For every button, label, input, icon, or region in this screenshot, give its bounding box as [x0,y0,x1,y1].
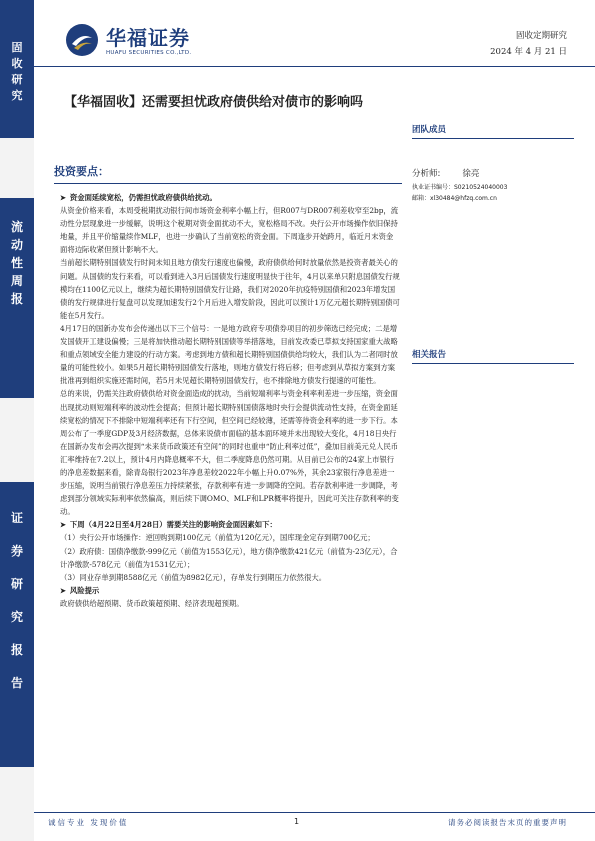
footer-disclaimer: 请务必阅读报告末页的重要声明 [448,818,567,827]
related-reports-heading: 相关报告 [412,348,574,364]
section-bullet: ➤ 资金面延续宽松，仍需担忧政府债供给扰动。 [60,191,400,204]
sidebar-char: 报 [10,643,23,657]
sidebar-block-top [0,0,34,138]
logo-icon [66,24,98,56]
body-paragraph: （1）央行公开市场操作：逆回购到期100亿元（前值为120亿元），国库现金定存到期700亿元； [60,533,375,543]
analyst-label: 分析师: [412,169,441,179]
sidebar-block-mid [0,198,34,398]
sidebar-char: 研 [11,73,23,86]
sidebar-char: 券 [10,544,23,558]
analyst-name: 徐亮 [462,169,480,179]
analyst-cert: 执业证书编号：S0210524040003 [412,184,508,191]
report-title: 【华福固收】还需要担忧政府债供给对债市的影响吗 [64,95,364,110]
logo-subtext: HUAFU SECURITIES CO.,LTD. [106,50,192,56]
page-number: 1 [294,817,300,826]
body-paragraph: 4月17日的国新办发布会传递出以下三个信号：一是地方政府专项债券项目的初步筛选已经完成；二是增发国债开工建设偏慢；三是将加快推动超长期特别国债等举措落地，目前发改委已草拟支持国家重大战略和重点领域安全能力建设的行动方案。考虑到地方债和超长期特别国债供给均较大，我们认为二者同时放量的可能性较小。如果5月超长期特别国债发行落地，则地方债发行将后移；但考虑到从草拟方案到方案批准再到组织实施还需时间，若5月未见超长期特别国债发行，也不排除地方债发行提速的可能性。 [60,323,398,386]
sidebar-char: 流 [10,220,23,234]
key-points-heading: 投资要点： [54,163,402,184]
sidebar-char: 性 [10,256,23,270]
sidebar-char: 报 [10,292,23,306]
sidebar-char: 究 [11,89,23,102]
sidebar-block-bottom [0,482,34,767]
report-body [60,191,400,610]
analyst-email[interactable]: 邮箱：xl30484@hfzq.com.cn [412,195,497,202]
sidebar-char: 收 [11,57,23,70]
related-reports-section [412,348,574,364]
sidebar [0,0,34,841]
sidebar-char: 周 [10,274,23,288]
body-paragraph: 政府债供给超预期、货币政策超预期、经济表现超预期。 [60,598,244,608]
body-paragraph: （2）政府债：国债净缴款-999亿元（前值为1553亿元），地方债净缴款421亿元（前值为-23亿元），合计净缴款-578亿元（前值为1531亿元）； [60,546,398,569]
report-header [490,28,567,60]
team-heading: 团队成员 [412,123,574,139]
report-category: 固收定期研究 [515,31,567,41]
body-paragraph: 从资金价格来看，本周受税期扰动银行间市场资金利率小幅上行，但R007与DR007利差收窄至2bp，流动性分层现象进一步缓解，说明这个税期对资金面扰动不大，宽松格局不改。央行公开市场操作依旧保持地量，并且平价缩量续作MLF，也进一步确认了当前宽松的资金面。下周逢步开始跨月，临近月末资金面将边际收紧但预计影响不大。 [60,206,399,255]
footer-divider [34,812,595,813]
body-paragraph: （3）同业存单到期8588亿元（前值为8982亿元），存单发行到期压力依然很大。 [60,572,327,582]
sidebar-char: 究 [10,610,23,624]
analyst-name-row [412,167,574,181]
section-bullet: ➤ 下周（4月22日至4月28日）需要关注的影响资金面因素如下： [60,518,400,531]
sidebar-char: 证 [10,511,23,525]
section-bullet: ➤ 风险提示 [60,584,400,597]
team-section [412,123,574,139]
analyst-info [412,167,574,204]
logo-text: 华福证券 [106,26,190,50]
sidebar-char: 动 [10,238,23,252]
sidebar-char: 研 [10,577,23,591]
footer-slogan: 诚信专业 发现价值 [48,818,129,827]
sidebar-char: 固 [11,41,23,54]
header-divider [34,66,595,67]
body-paragraph: 当前超长期特别国债发行时间未知且地方债发行速度也偏慢，政府债供给何时放量依然是投资者最关心的问题。从国债的发行来看，可以看到进入3月后国债发行速度明显快于往年，4月以来单只附息国债发行规模均在1100亿元以上，继续为超长期特别国债发行让路，我们对2020年抗疫特别国债和2023年增发国债的发行规律进行复盘可以发现加速发行2个月后进入增发阶段，因此可以预计1万亿元超长期特别国债可能在5月发行。 [60,258,400,320]
company-logo [66,22,216,64]
sidebar-char: 告 [10,676,23,690]
body-paragraph: 总的来说，仍需关注政府债供给对资金面造成的扰动，当前短端利率与资金利率利差进一步压缩，资金面出现扰动则短端利率的波动性会提高；但预计超长期特别国债落地时央行会提供流动性支持，在资金面延续宽松的情况下不排除中短端利率还有下行空间，但空间已经较薄，还需等待资金利率的进一步下行。本周公布了一季度GDP及3月经济数据，总体来说债市面临的基本面环境并未出现较大变化，4月18日央行在国新办发布会再次提到“未来货币政策还有空间”的同时也重申“防止利率过低”，叠加目前美元兑人民币汇率维持在7.2以上，预计4月内降息概率不大，但二季度降息仍然可期。从目前已公布的24家上市银行的净息差数据来看，除青岛银行2023年净息差较2022年小幅上升0.07%外，其余23家银行净息差进一步压缩，说明当前银行净息差压力持续紧张，存款利率有进一步调降的空间。若存款利率进一步调降，考虑到部分领域实际利率依然偏高，则后续下调OMO、MLF和LPR概率将提升，因此可关注存款利率的变动。 [60,389,399,517]
report-date: 2024 年 4 月 21 日 [490,47,567,57]
